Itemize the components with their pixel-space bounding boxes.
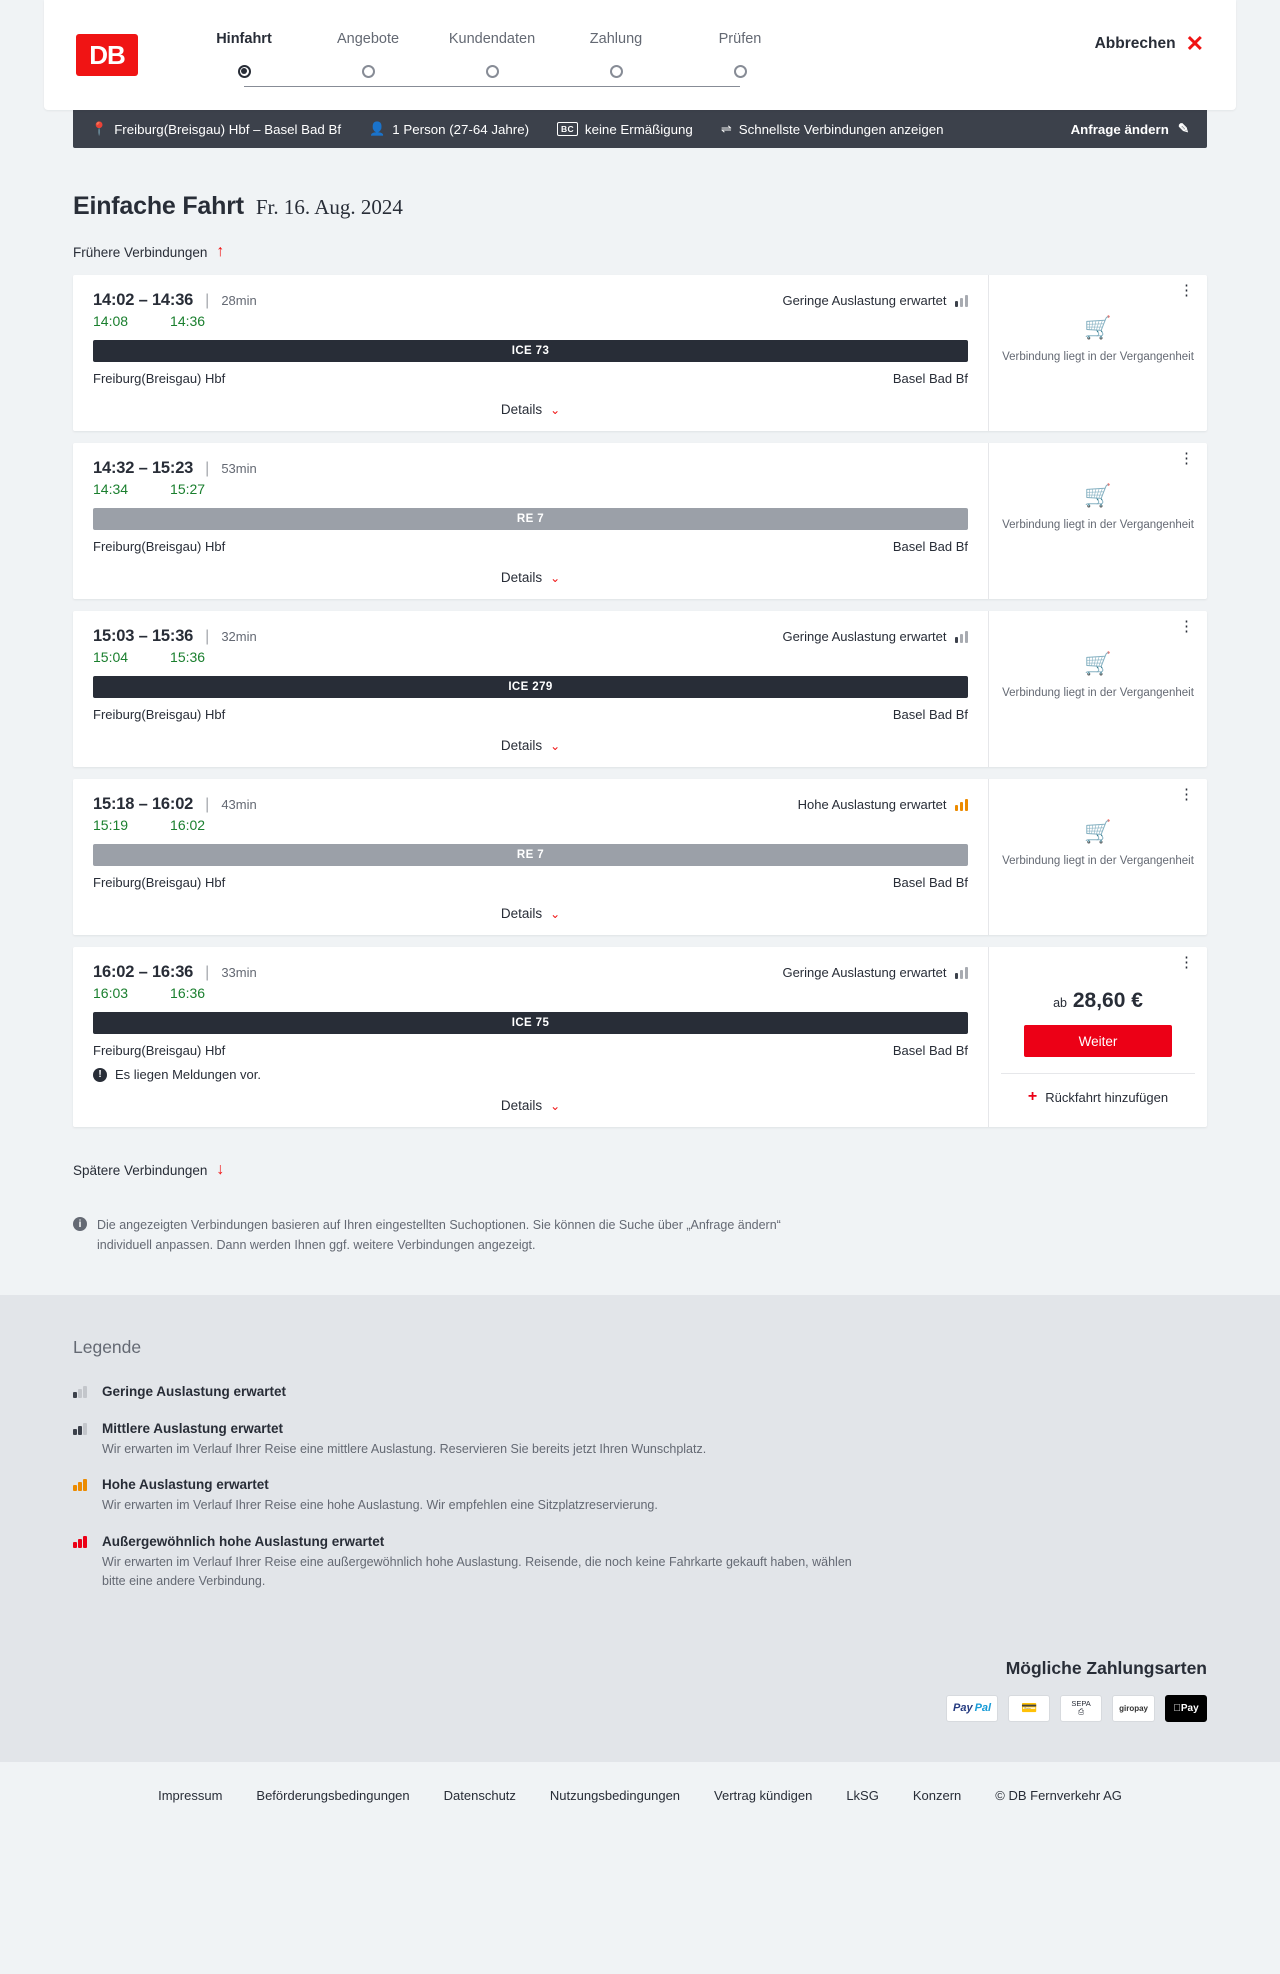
connection-card[interactable] [73, 779, 1207, 935]
price-prefix: ab [1053, 996, 1067, 1010]
origin-station: Freiburg(Breisgau) Hbf [93, 875, 226, 890]
alert-icon: ! [93, 1068, 107, 1082]
connection-card[interactable] [73, 275, 1207, 431]
utilization [782, 293, 968, 308]
page-title: Einfache Fahrt [73, 192, 244, 220]
legend-item [73, 1384, 1207, 1403]
summary-sorting [721, 121, 944, 137]
apple-pay-icon: Pay [1165, 1695, 1207, 1722]
realtime-arrival: 16:36 [170, 985, 206, 1001]
credit-card-icon: 💳 [1008, 1695, 1050, 1722]
page-footer [0, 1762, 1280, 1833]
footer-link-vertrag-k-ndigen[interactable]: Vertrag kündigen [714, 1787, 813, 1803]
details-label: Details [500, 738, 543, 753]
pencil-icon[interactable]: ✎ [1177, 121, 1189, 136]
details-toggle[interactable] [93, 1082, 968, 1127]
step-hinfahrt[interactable] [182, 31, 306, 79]
more-options-icon[interactable]: ⋮ [1179, 282, 1195, 299]
more-options-icon[interactable]: ⋮ [1179, 618, 1195, 635]
connection-action-panel [988, 443, 1207, 599]
progress-steps [182, 31, 1095, 79]
step-connector [244, 86, 368, 87]
connection-action-panel [988, 947, 1207, 1127]
step-label: Kundendaten [448, 31, 536, 47]
later-connections-button[interactable] [73, 1139, 1207, 1193]
realtime-departure: 14:34 [93, 481, 129, 497]
page-title-row [73, 148, 1207, 221]
search-info-text: Die angezeigten Verbindungen basieren auf Ihren eingestellten Suchoptionen. Sie können die Suche über „Anfrage ändern“ individuell anpassen. Dann werden Ihnen ggf. weitere Verbindungen angezeigt. [97, 1218, 781, 1252]
details-label: Details [500, 906, 543, 921]
arrow-down-icon: ↓ [216, 1161, 225, 1178]
duration-label: 32min [221, 629, 257, 644]
realtime-departure: 15:04 [93, 649, 129, 665]
time-row [93, 963, 968, 982]
step-zahlung[interactable] [554, 31, 678, 79]
details-toggle[interactable] [93, 890, 968, 935]
legend-item-title: Mittlere Auslastung erwartet [102, 1421, 284, 1436]
realtime-row [93, 313, 968, 329]
stops-row [93, 539, 968, 554]
chevron-down-icon: ⌄ [550, 402, 561, 417]
step-label: Angebote [336, 31, 400, 47]
chevron-down-icon: ⌄ [550, 738, 561, 753]
stops-row [93, 875, 968, 890]
train-label: RE 7 [516, 513, 545, 525]
train-bar[interactable] [93, 340, 968, 362]
utilization-bars-icon [73, 1384, 89, 1403]
payment-section [0, 1658, 1280, 1762]
origin-station: Freiburg(Breisgau) Hbf [93, 707, 226, 722]
connection-action-panel [988, 779, 1207, 935]
realtime-departure: 16:03 [93, 985, 129, 1001]
info-icon: i [73, 1217, 87, 1231]
connection-action-panel [988, 611, 1207, 767]
step-dot[interactable] [362, 65, 375, 78]
search-info-note [73, 1193, 833, 1255]
utilization-bars-icon [73, 1421, 89, 1459]
connection-details [73, 779, 988, 935]
train-bar[interactable] [93, 676, 968, 698]
plus-icon: + [1027, 1088, 1038, 1105]
destination-station: Basel Bad Bf [892, 707, 968, 722]
step-kundendaten[interactable] [430, 31, 554, 79]
step-connector [616, 86, 740, 87]
step-connector [368, 86, 492, 87]
utilization-label: Hohe Auslastung erwartet [797, 797, 947, 812]
payment-title: Mögliche Zahlungsarten [1005, 1657, 1207, 1678]
legend-item-desc: Wir erwarten im Verlauf Ihrer Reise eine außergewöhnlich hohe Auslastung. Reisende, die noch keine Fahrkarte gekauft haben, wählen bitte eine andere Verbindung. [102, 1554, 852, 1589]
add-return-trip-label: Rückfahrt hinzufügen [1045, 1089, 1169, 1105]
train-label: ICE 75 [511, 1017, 550, 1029]
summary-route-label: Freiburg(Breisgau) Hbf – Basel Bad Bf [114, 121, 342, 137]
sepa-icon: SEPA ⎙ [1060, 1695, 1102, 1722]
connection-details [73, 443, 988, 599]
summary-route [91, 121, 341, 137]
cart-icon: 🛒 [1084, 651, 1112, 676]
legend-item-title: Geringe Auslastung erwartet [102, 1384, 287, 1399]
time-separator: | [205, 460, 210, 477]
utilization-bars-icon [73, 1477, 89, 1515]
destination-station: Basel Bad Bf [892, 1043, 968, 1058]
sort-icon: ⇌ [720, 121, 732, 136]
legend-title: Legende [73, 1337, 142, 1357]
details-toggle[interactable] [93, 554, 968, 599]
later-connections-label: Spätere Verbindungen [73, 1162, 208, 1178]
legend-item-desc: Wir erwarten im Verlauf Ihrer Reise eine mittlere Auslastung. Reservieren Sie bereits jetzt Ihren Wunschplatz. [102, 1442, 707, 1456]
utilization-bars-icon [955, 967, 969, 979]
details-toggle[interactable] [93, 386, 968, 431]
stops-row [93, 707, 968, 722]
connection-details [73, 947, 988, 1127]
time-row [93, 795, 968, 814]
destination-station: Basel Bad Bf [892, 371, 968, 386]
step-dot[interactable] [238, 65, 251, 78]
step-dot[interactable] [610, 65, 623, 78]
time-separator: | [205, 292, 210, 309]
time-row [93, 627, 968, 646]
destination-station: Basel Bad Bf [892, 539, 968, 554]
past-connection-label: Verbindung liegt in der Vergangenheit [1002, 687, 1194, 699]
footer-link-bef-rderungsbedingungen[interactable]: Beförderungsbedingungen [256, 1787, 410, 1803]
db-logo[interactable]: DB [76, 34, 138, 76]
connection-details [73, 611, 988, 767]
duration-label: 43min [221, 797, 257, 812]
train-bar[interactable] [93, 844, 968, 866]
past-connection-label: Verbindung liegt in der Vergangenheit [1002, 519, 1194, 531]
legend-item-desc: Wir erwarten im Verlauf Ihrer Reise eine hohe Auslastung. Wir empfehlen eine Sitzplatzreservierung. [102, 1498, 658, 1513]
giropay-icon: giropay [1112, 1695, 1155, 1722]
utilization-label: Geringe Auslastung erwartet [782, 293, 947, 308]
utilization [782, 965, 968, 980]
step-connector [492, 86, 616, 87]
scheduled-times: 16:02 – 16:36 [93, 963, 194, 981]
connection-list [73, 275, 1207, 1127]
step-prüfen[interactable] [678, 31, 802, 79]
connection-message[interactable] [93, 1067, 968, 1082]
time-separator: | [205, 628, 210, 645]
realtime-row [93, 817, 968, 833]
realtime-arrival: 16:02 [170, 817, 206, 833]
more-options-icon[interactable]: ⋮ [1179, 954, 1195, 971]
stops-row [93, 371, 968, 386]
time-separator: | [205, 796, 210, 813]
train-label: ICE 279 [508, 681, 553, 693]
utilization-bars-icon [955, 799, 969, 811]
earlier-connections-button[interactable] [73, 221, 1207, 275]
realtime-row [93, 481, 968, 497]
scheduled-times: 14:32 – 15:23 [93, 459, 194, 477]
footer-link-lksg[interactable]: LkSG [846, 1787, 879, 1803]
close-icon[interactable]: ✕ [1185, 31, 1204, 56]
utilization [782, 629, 968, 644]
origin-station: Freiburg(Breisgau) Hbf [93, 1043, 226, 1058]
footer-links [73, 1788, 1207, 1803]
paypal-icon: Pay Pal [946, 1695, 998, 1722]
person-icon: 👤 [369, 121, 386, 136]
utilization [798, 797, 968, 812]
connection-card[interactable] [73, 443, 1207, 599]
duration-label: 53min [221, 461, 257, 476]
continue-button[interactable]: Weiter [1024, 1025, 1172, 1057]
connection-message-label: Es liegen Meldungen vor. [115, 1067, 261, 1082]
more-options-icon[interactable]: ⋮ [1179, 450, 1195, 467]
payment-methods [73, 1695, 1207, 1722]
details-label: Details [500, 1098, 543, 1113]
step-dot[interactable] [486, 65, 499, 78]
change-search-button[interactable] [1071, 121, 1189, 137]
legend-item [73, 1534, 1207, 1592]
footer-link-impressum[interactable]: Impressum [158, 1787, 223, 1803]
time-row [93, 459, 968, 478]
realtime-arrival: 15:27 [170, 481, 206, 497]
legend-item-title: Außergewöhnlich hohe Auslastung erwartet [102, 1533, 385, 1549]
cart-icon: 🛒 [1084, 819, 1112, 844]
train-bar[interactable] [93, 1012, 968, 1034]
details-label: Details [500, 570, 543, 585]
train-label: ICE 73 [511, 345, 550, 357]
legend-item-title: Hohe Auslastung erwartet [102, 1477, 269, 1493]
chevron-down-icon: ⌄ [550, 906, 561, 921]
time-row [93, 291, 968, 310]
cart-icon: 🛒 [1084, 315, 1112, 340]
more-options-icon[interactable]: ⋮ [1179, 786, 1195, 803]
details-label: Details [500, 402, 543, 417]
step-label: Hinfahrt [216, 31, 272, 47]
scheduled-times: 15:18 – 16:02 [93, 795, 194, 813]
summary-passengers-label: 1 Person (27-64 Jahre) [392, 121, 530, 137]
train-bar[interactable] [93, 508, 968, 530]
connection-details [73, 275, 988, 431]
step-angebote[interactable] [306, 31, 430, 79]
change-search-label: Anfrage ändern [1070, 121, 1169, 137]
cart-icon: 🛒 [1084, 483, 1112, 508]
footer-link-nutzungsbedingungen[interactable]: Nutzungsbedingungen [549, 1787, 681, 1803]
step-dot[interactable] [734, 65, 747, 78]
chevron-down-icon: ⌄ [550, 570, 561, 585]
utilization-bars-icon [955, 631, 969, 643]
cancel-button[interactable] [1095, 33, 1204, 55]
utilization-label: Geringe Auslastung erwartet [782, 965, 947, 980]
page-header [44, 0, 1236, 110]
summary-sorting-label: Schnellste Verbindungen anzeigen [738, 121, 944, 137]
origin-station: Freiburg(Breisgau) Hbf [93, 371, 226, 386]
results-content [73, 148, 1207, 1295]
footer-link-konzern[interactable]: Konzern [912, 1787, 962, 1803]
bahncard-icon: BC [557, 122, 578, 136]
realtime-row [93, 649, 968, 665]
price: ab 28,60 € [1053, 989, 1143, 1012]
realtime-arrival: 15:36 [170, 649, 206, 665]
legend-list [73, 1384, 1207, 1592]
footer-link-datenschutz[interactable]: Datenschutz [443, 1787, 516, 1803]
footer-copyright: © DB Fernverkehr AG [995, 1787, 1122, 1803]
realtime-departure: 14:08 [93, 313, 129, 329]
connection-action-panel [988, 275, 1207, 431]
utilization-bars-icon [73, 1534, 89, 1592]
location-pin-icon: 📍 [91, 121, 108, 136]
search-summary-bar [73, 110, 1207, 148]
step-label: Prüfen [718, 31, 762, 47]
earlier-connections-label: Frühere Verbindungen [73, 244, 208, 260]
train-label: RE 7 [516, 849, 545, 861]
connection-card[interactable] [73, 947, 1207, 1127]
connection-card[interactable] [73, 611, 1207, 767]
past-connection-label: Verbindung liegt in der Vergangenheit [1002, 855, 1194, 867]
past-connection-label: Verbindung liegt in der Vergangenheit [1002, 351, 1194, 363]
page-date: Fr. 16. Aug. 2024 [255, 195, 403, 219]
destination-station: Basel Bad Bf [892, 875, 968, 890]
details-toggle[interactable] [93, 722, 968, 767]
legend-item [73, 1477, 1207, 1515]
summary-discount [557, 122, 693, 137]
duration-label: 33min [221, 965, 257, 980]
utilization-bars-icon [955, 295, 969, 307]
scheduled-times: 14:02 – 14:36 [93, 291, 194, 309]
legend-item [73, 1421, 1207, 1459]
scheduled-times: 15:03 – 15:36 [93, 627, 194, 645]
time-separator: | [205, 964, 210, 981]
arrow-up-icon: ↑ [216, 243, 225, 260]
chevron-down-icon: ⌄ [550, 1098, 561, 1113]
step-label: Zahlung [589, 31, 643, 47]
summary-discount-label: keine Ermäßigung [584, 121, 693, 137]
realtime-departure: 15:19 [93, 817, 129, 833]
realtime-arrival: 14:36 [170, 313, 206, 329]
utilization-label: Geringe Auslastung erwartet [782, 629, 947, 644]
add-return-trip-button[interactable] [1001, 1073, 1195, 1106]
origin-station: Freiburg(Breisgau) Hbf [93, 539, 226, 554]
duration-label: 28min [221, 293, 257, 308]
realtime-row [93, 985, 968, 1001]
legend-section [0, 1295, 1280, 1658]
stops-row [93, 1043, 968, 1058]
summary-passengers [369, 121, 529, 137]
cancel-label: Abbrechen [1094, 35, 1176, 52]
